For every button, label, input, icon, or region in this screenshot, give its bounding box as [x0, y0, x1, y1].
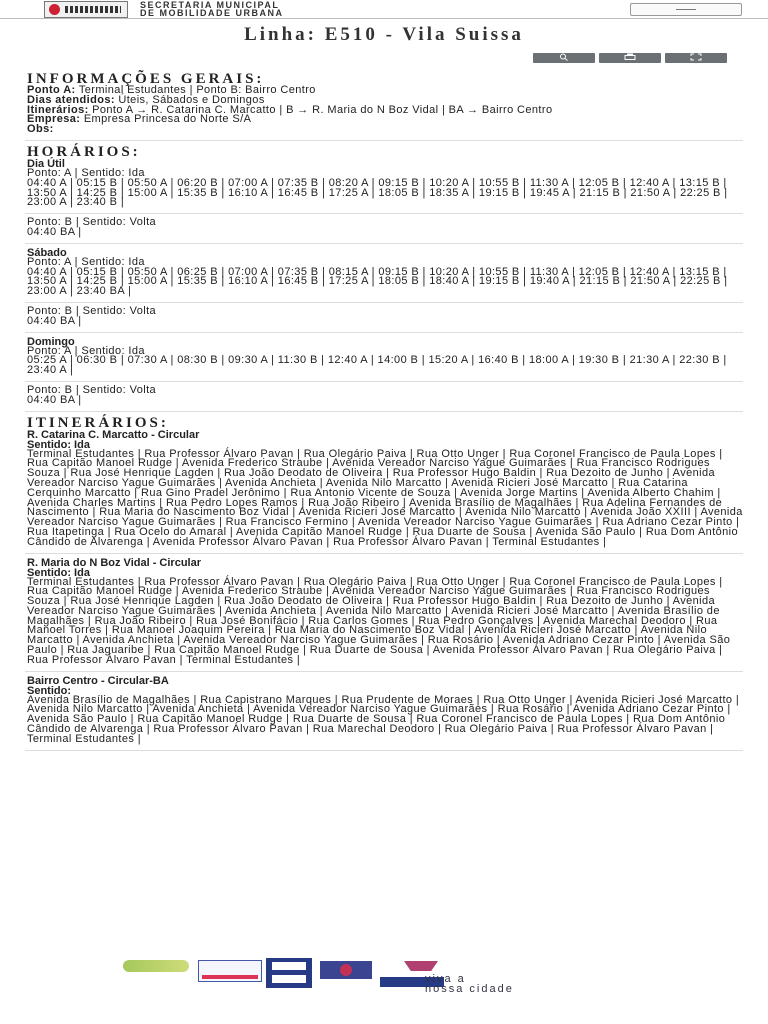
divider [25, 553, 743, 554]
crest-seal-icon [49, 4, 60, 15]
info-ponto-label: Ponto A: [27, 84, 76, 96]
schedule-direction: Ponto: B | Sentido: Volta [27, 304, 157, 317]
route-streets: Avenida Brasílio de Magalhães | Rua Capistrano Marques | Rua Prudente de Moraes | Rua Otto Unger | Avenida Ricieri José Marcatto | Avenida Nilo Marcatto | Avenida Anchieta | Avenida Vereador Narciso Yague Guimarães | Rua Rosário | Avenida Adriano Cezar Pinto | Avenida São Paulo | Rua Capitão Manoel Rudge | Rua Duarte de Sousa | Rua Coronel Francisco de Paula Lopes | Rua Dom Antônio Cândido de Alvarenga | Rua Professor Álvaro Pavan | Rua Marechal Deodoro | Rua Olegário Paiva | Rua Professor Álvaro Pavan | Terminal Estudantes | [27, 693, 740, 745]
info-dias-value: Úteis, Sábados e Domingos [118, 93, 265, 106]
city-crest-logo[interactable] [44, 1, 128, 18]
schedule-direction: Ponto: A | Sentido: Ida [27, 344, 145, 357]
divider [25, 213, 743, 214]
search-button[interactable] [533, 53, 595, 63]
divider [25, 750, 743, 751]
schedule-direction: Ponto: B | Sentido: Volta [27, 383, 157, 396]
route-sentido: Sentido: Ida [27, 566, 90, 579]
expand-icon [690, 53, 702, 61]
route-title: Bairro Centro - Circular-BA [27, 674, 169, 687]
route-sentido: Sentido: [27, 684, 71, 697]
info-itinerarios-value: Ponto A → R. Catarina C. Marcatto | B → R. Maria do N Boz Vidal | BA → Bairro Centro [92, 103, 553, 116]
info-dias-label: Dias atendidos: [27, 93, 115, 106]
route-streets: Terminal Estudantes | Rua Professor Álvaro Pavan | Rua Olegário Paiva | Rua Otto Unger | Rua Coronel Francisco de Paula Lopes | Rua Capitão Manoel Rudge | Avenida Frederico Straube | Avenida Vereador Narciso Yague Guimarães | Rua Francisco Rodrigues Souza | Rua José Henrique Lagden | Rua João Deodato de Oliveira | Rua Professor Hugo Baldin | Rua Dezoito de Junho | Avenida Vereador Narciso Yague Guimarães | Avenida Anchieta | Avenida Nilo Marcatto | Avenida Ricieri José Marcatto | Avenida Brasílio de Magalhães | Rua João Ribeiro | Rua José Bonifácio | Rua Carlos Gomes | Rua Pedro Gonçalves | Avenida Marechal Deodoro | Rua Manoel Torres | Rua Manoel Joaquim Pereira | Rua Maria do Nascimento Boz Vidal | Avenida Ricieri José Marcatto | Avenida Nilo Marcatto | Avenida Anchieta | Avenida Vereador Narciso Yague Guimarães | Rua Rosário | Avenida Adriano Cezar Pinto | Avenida São Paulo | Rua Jaguaribe | Rua Capitão Manoel Rudge | Rua Duarte de Sousa | Avenida Professor Álvaro Pavan | Rua Olegário Paiva | Rua Professor Álvaro Pavan | Terminal Estudantes | [27, 575, 731, 666]
schedule-direction: Ponto: B | Sentido: Volta [27, 216, 157, 229]
route-title: R. Catarina C. Marcatto - Circular [27, 428, 200, 441]
department-name [140, 1, 284, 17]
menu-toggle-button[interactable] [630, 3, 742, 16]
partner-logo-2-stripe-icon [202, 975, 258, 979]
page-title: Linha: E510 - Vila Suissa [244, 24, 524, 45]
print-icon [624, 53, 636, 61]
divider [25, 411, 743, 412]
route-title: R. Maria do N Boz Vidal - Circular [27, 556, 201, 569]
partner-logo-3-bottom-icon [272, 975, 306, 983]
print-button[interactable] [599, 53, 661, 63]
partner-logo-2[interactable] [198, 960, 262, 982]
schedule-times: 04:40 A | 05:15 B | 05:50 A | 06:25 B | 07:00 A | 07:35 B | 08:15 A | 09:15 B | 10:20 A | 10:55 B | 11:30 A | 12:05 B | 12:40 A | 13:15 B | 13:50 A | 14:25 B | 15:00 A | 15:35 B | 16:10 A | 16:45 B | 17:25 A | 18:05 B | 18:40 A | 19:15 B | 19:40 A | 21:15 B | 21:50 A | 22:25 B | 23:00 A | 23:40 BA | [27, 265, 728, 298]
schedule-times: 04:40 A | 05:15 B | 05:50 A | 06:20 B | 07:00 A | 07:35 B | 08:20 A | 09:15 B | 10:20 A | 10:55 B | 11:30 A | 12:05 B | 12:40 A | 13:15 B | 13:50 A | 14:25 B | 15:00 A | 15:35 B | 16:10 A | 16:45 B | 17:25 A | 18:05 B | 18:35 A | 19:15 B | 19:45 A | 21:15 B | 21:50 A | 22:25 B | 23:00 A | 23:40 B | [27, 176, 728, 209]
info-obs-label: Obs: [27, 123, 54, 136]
divider [25, 243, 743, 244]
route-streets: Terminal Estudantes | Rua Professor Álvaro Pavan | Rua Olegário Paiva | Rua Otto Unger | Rua Coronel Francisco de Paula Lopes | Rua Capitão Manoel Rudge | Avenida Frederico Straube | Avenida Vereador Narciso Yague Guimarães | Rua Francisco Rodrigues Souza | Rua José Henrique Lagden | Rua João Deodato de Oliveira | Rua Professor Hugo Baldin | Rua Dezoito de Junho | Avenida Vereador Narciso Yague Guimarães | Avenida Anchieta | Avenida Nilo Marcatto | Avenida Ricieri José Marcatto | Rua Catarina Cerquinho Marcatto | Rua Gino Pradel Jerônimo | Rua Antonio Vicente de Souza | Avenida Jorge Martins | Avenida Alberto Chahim | Avenida Charles Martins | Rua Pedro Lopes Ramos | Rua João Ribeiro | Avenida Brasílio de Magalhães | Rua Adelina Fernandes de Nascimento | Rua Maria do Nascimento Boz Vidal | Avenida Ricieri José Marcatto | Avenida Nilo Marcatto | Avenida João XXIII | Avenida Vereador Narciso Yague Guimarães | Rua Francisco Fermino | Avenida Vereador Narciso Yague Guimarães | Rua Adriano Cezar Pinto | Rua Itapetinga | Rua Ocelo do Amaral | Avenida Capitão Manoel Rudge | Rua Duarte de Sousa | Avenida São Paulo | Rua Dom Antônio Cândido de Alvarenga | Avenida Professor Álvaro Pavan | Rua Professor Álvaro Pavan | Terminal Estudantes | [27, 447, 743, 548]
department-line-1: SECRETARIA MUNICIPAL [140, 0, 280, 10]
schedule-times: 04:40 BA | [27, 314, 82, 327]
divider [25, 332, 743, 333]
department-line-2: DE MOBILIDADE URBANA [140, 8, 284, 18]
toolbar [533, 53, 727, 63]
line-content [27, 72, 743, 755]
slogan-line-1: viva a [425, 973, 466, 985]
itinerarios-heading: ITINERÁRIOS: [27, 414, 169, 431]
partner-logo-1[interactable] [123, 960, 189, 972]
info-itinerarios-label: Itinerários: [27, 103, 89, 116]
partner-logo-3-top-icon [272, 962, 306, 970]
schedule-day-sabado: Sábado [27, 246, 67, 259]
schedule-times: 04:40 BA | [27, 393, 82, 406]
slogan-line-2: nossa cidade [425, 983, 514, 995]
crest-emblem-icon [65, 6, 121, 13]
schedule-times: 04:40 BA | [27, 225, 82, 238]
top-bar [0, 0, 768, 19]
search-icon [559, 53, 569, 61]
schedule-times: 05:25 A | 06:30 B | 07:30 A | 08:30 B | 09:30 A | 11:30 B | 12:40 A | 14:00 B | 15:20 A | 16:40 B | 18:00 A | 19:30 B | 21:30 A | 22:30 B | 23:40 A | [27, 354, 727, 377]
divider [25, 671, 743, 672]
partner-logo-4[interactable] [320, 961, 372, 979]
info-obs [27, 125, 743, 135]
footer-logos [120, 958, 680, 995]
info-ponto-value: Terminal Estudantes | Ponto B: Bairro Centro [78, 84, 316, 96]
expand-button[interactable] [665, 53, 727, 63]
info-empresa [27, 115, 743, 125]
horarios-heading: HORÁRIOS: [27, 143, 141, 160]
partner-logo-3[interactable] [266, 958, 312, 988]
info-empresa-label: Empresa: [27, 113, 81, 126]
route-sentido: Sentido: Ida [27, 438, 90, 451]
partner-logo-5-flag-icon [404, 961, 438, 971]
info-empresa-value: Empresa Princesa do Norte S/A [83, 113, 252, 126]
partner-logo-4-emblem-icon [340, 964, 352, 976]
divider [25, 381, 743, 382]
schedule-day-domingo: Domingo [27, 335, 75, 348]
city-slogan [425, 974, 514, 994]
divider [25, 302, 743, 303]
schedule-day-util: Dia Útil [27, 157, 65, 170]
schedule-direction: Ponto: A | Sentido: Ida [27, 166, 145, 179]
schedule-direction: Ponto: A | Sentido: Ida [27, 255, 145, 268]
info-heading: INFORMAÇÕES GERAIS: [27, 71, 265, 87]
divider [25, 140, 743, 141]
